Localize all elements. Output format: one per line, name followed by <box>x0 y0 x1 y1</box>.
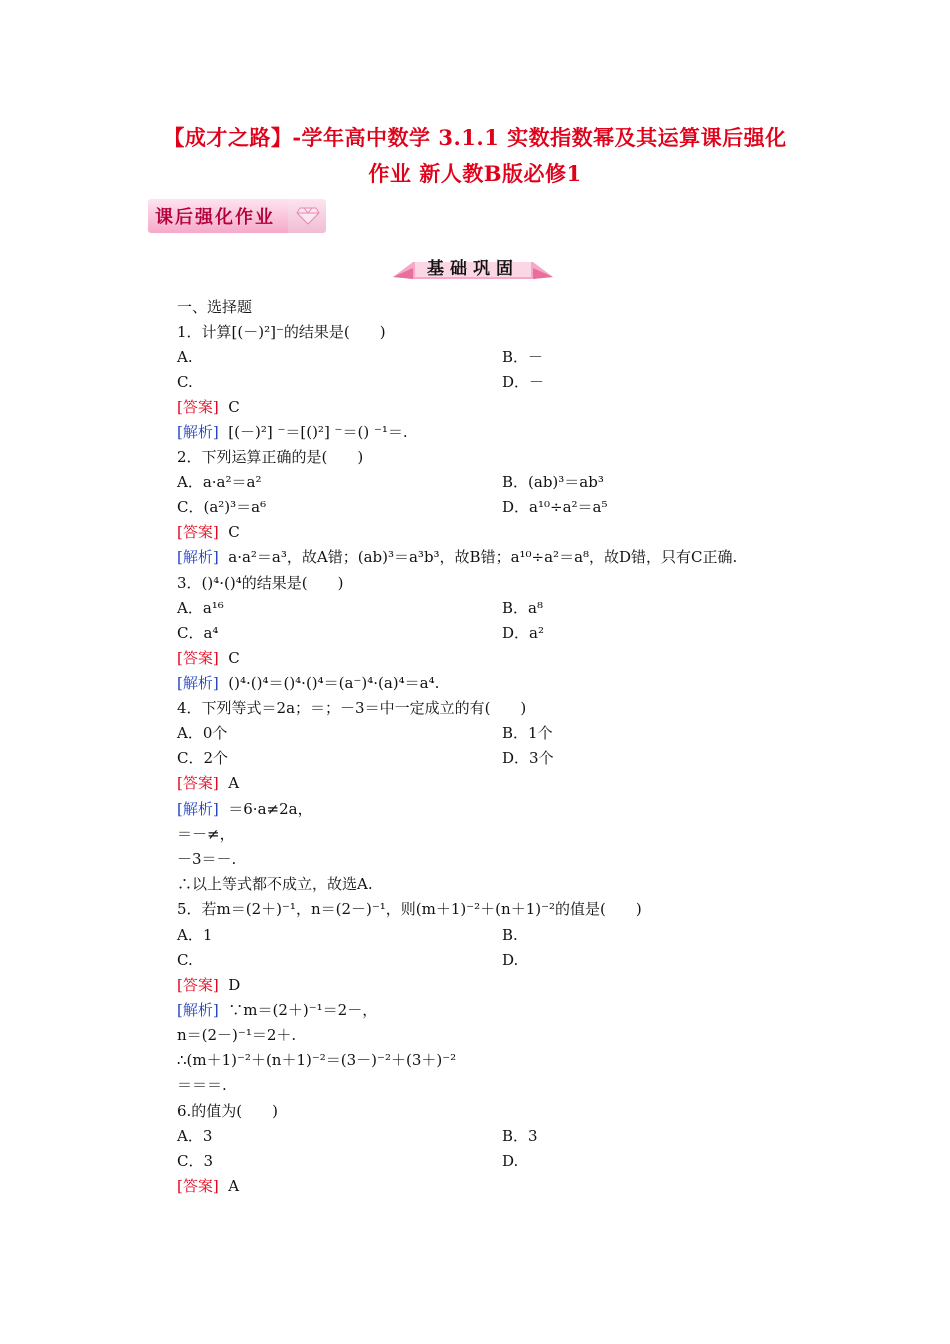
answer-label: [答案] <box>177 523 219 541</box>
question-1-stem: 1．计算[(－)²]⁻的结果是( ) <box>177 323 386 341</box>
answer-value: C <box>228 398 240 416</box>
question-3-option-b: B．a⁸ <box>502 599 543 617</box>
question-5-analysis-line-3: ∴(m＋1)⁻²＋(n＋1)⁻²＝(3－)⁻²＋(3＋)⁻² <box>177 1051 457 1069</box>
question-1-answer <box>177 398 240 416</box>
question-4-analysis-line-4: ∴以上等式都不成立，故选A. <box>177 875 373 893</box>
diamond-gem-icon <box>296 207 320 225</box>
question-3-option-a: A．a¹⁶ <box>177 599 224 617</box>
question-4-option-a: A．0个 <box>177 724 228 742</box>
answer-value: C <box>228 649 240 667</box>
question-6-answer <box>177 1177 239 1195</box>
question-3-answer <box>177 649 240 667</box>
question-4-analysis-line-3: －3＝－. <box>177 850 237 868</box>
question-5-analysis-line-2: n＝(2－)⁻¹＝2＋. <box>177 1026 297 1044</box>
answer-value: A <box>228 774 240 792</box>
document-title-line-1: 【成才之路】-学年高中数学 3.1.1 实数指数幂及其运算课后强化 <box>163 125 787 150</box>
question-6-stem: 6.的值为( ) <box>177 1102 279 1120</box>
analysis-text: [(－)²] ⁻＝[()²] ⁻＝() ⁻¹＝. <box>228 423 408 441</box>
analysis-text: ∵m＝(2＋)⁻¹＝2－， <box>228 1001 378 1019</box>
sub-banner <box>393 257 553 283</box>
question-6-option-a: A．3 <box>177 1127 213 1145</box>
analysis-label: [解析] <box>177 548 219 566</box>
question-5-option-d: D. <box>502 951 519 969</box>
question-5-option-b: B. <box>502 926 518 944</box>
question-3-analysis <box>177 674 439 692</box>
analysis-label: [解析] <box>177 1001 219 1019</box>
question-5-analysis-line-4: ＝＝＝. <box>177 1076 227 1094</box>
document-title-line-2: 作业 新人教B版必修1 <box>368 161 582 186</box>
question-2-option-b: B．(ab)³＝ab³ <box>502 473 604 491</box>
question-2-option-a: A．a·a²＝a² <box>177 473 262 491</box>
answer-label: [答案] <box>177 774 219 792</box>
section-heading: 一、选择题 <box>177 298 253 316</box>
question-6-option-b: B．3 <box>502 1127 538 1145</box>
question-4-option-c: C．2个 <box>177 749 229 767</box>
sub-banner-label: 基础巩固 <box>427 259 519 279</box>
question-2-answer <box>177 523 240 541</box>
section-banner-label: 课后强化作业 <box>155 207 275 228</box>
question-6-option-c: C．3 <box>177 1152 214 1170</box>
analysis-text: ()⁴·()⁴＝()⁴·()⁴＝(a⁻)⁴·(a)⁴＝a⁴. <box>228 674 440 692</box>
section-banner <box>148 199 326 233</box>
question-1-option-b: B．－ <box>502 348 544 366</box>
question-3-option-c: C．a⁴ <box>177 624 219 642</box>
question-1-option-d: D．－ <box>502 373 545 391</box>
analysis-label: [解析] <box>177 423 219 441</box>
analysis-label: [解析] <box>177 674 219 692</box>
answer-value: C <box>228 523 240 541</box>
question-1-analysis <box>177 423 408 441</box>
answer-value: D <box>228 976 241 994</box>
question-4-option-b: B．1个 <box>502 724 553 742</box>
question-5-option-c: C. <box>177 951 193 969</box>
question-4-answer <box>177 774 239 792</box>
question-4-analysis-line-2: ＝－≠， <box>177 825 235 843</box>
answer-value: A <box>228 1177 240 1195</box>
analysis-text: ＝6·a≠2a， <box>228 800 313 818</box>
question-4-analysis <box>177 800 313 818</box>
question-5-option-a: A．1 <box>177 926 213 944</box>
question-5-answer <box>177 976 240 994</box>
question-1-option-c: C. <box>177 373 193 391</box>
answer-label: [答案] <box>177 398 219 416</box>
question-5-stem: 5．若m＝(2＋)⁻¹，n＝(2－)⁻¹，则(m＋1)⁻²＋(n＋1)⁻²的值是( ) <box>177 900 642 918</box>
question-6-option-d: D. <box>502 1152 519 1170</box>
analysis-label: [解析] <box>177 800 219 818</box>
question-2-analysis <box>177 548 737 566</box>
question-2-option-d: D．a¹⁰÷a²＝a⁵ <box>502 498 608 516</box>
question-4-stem: 4．下列等式＝2a；＝；－3＝中一定成立的有( ) <box>177 699 527 717</box>
question-2-stem: 2．下列运算正确的是( ) <box>177 448 364 466</box>
analysis-text: a·a²＝a³，故A错；(ab)³＝a³b³，故B错；a¹⁰÷a²＝a⁸，故D错，只有C正确. <box>228 548 738 566</box>
question-3-stem: 3．()⁴·()⁴的结果是( ) <box>177 574 344 592</box>
question-5-analysis <box>177 1001 377 1019</box>
answer-label: [答案] <box>177 976 219 994</box>
answer-label: [答案] <box>177 649 219 667</box>
question-2-option-c: C．(a²)³＝a⁶ <box>177 498 267 516</box>
question-1-option-a: A. <box>177 348 193 366</box>
question-4-option-d: D．3个 <box>502 749 554 767</box>
answer-label: [答案] <box>177 1177 219 1195</box>
question-3-option-d: D．a² <box>502 624 544 642</box>
